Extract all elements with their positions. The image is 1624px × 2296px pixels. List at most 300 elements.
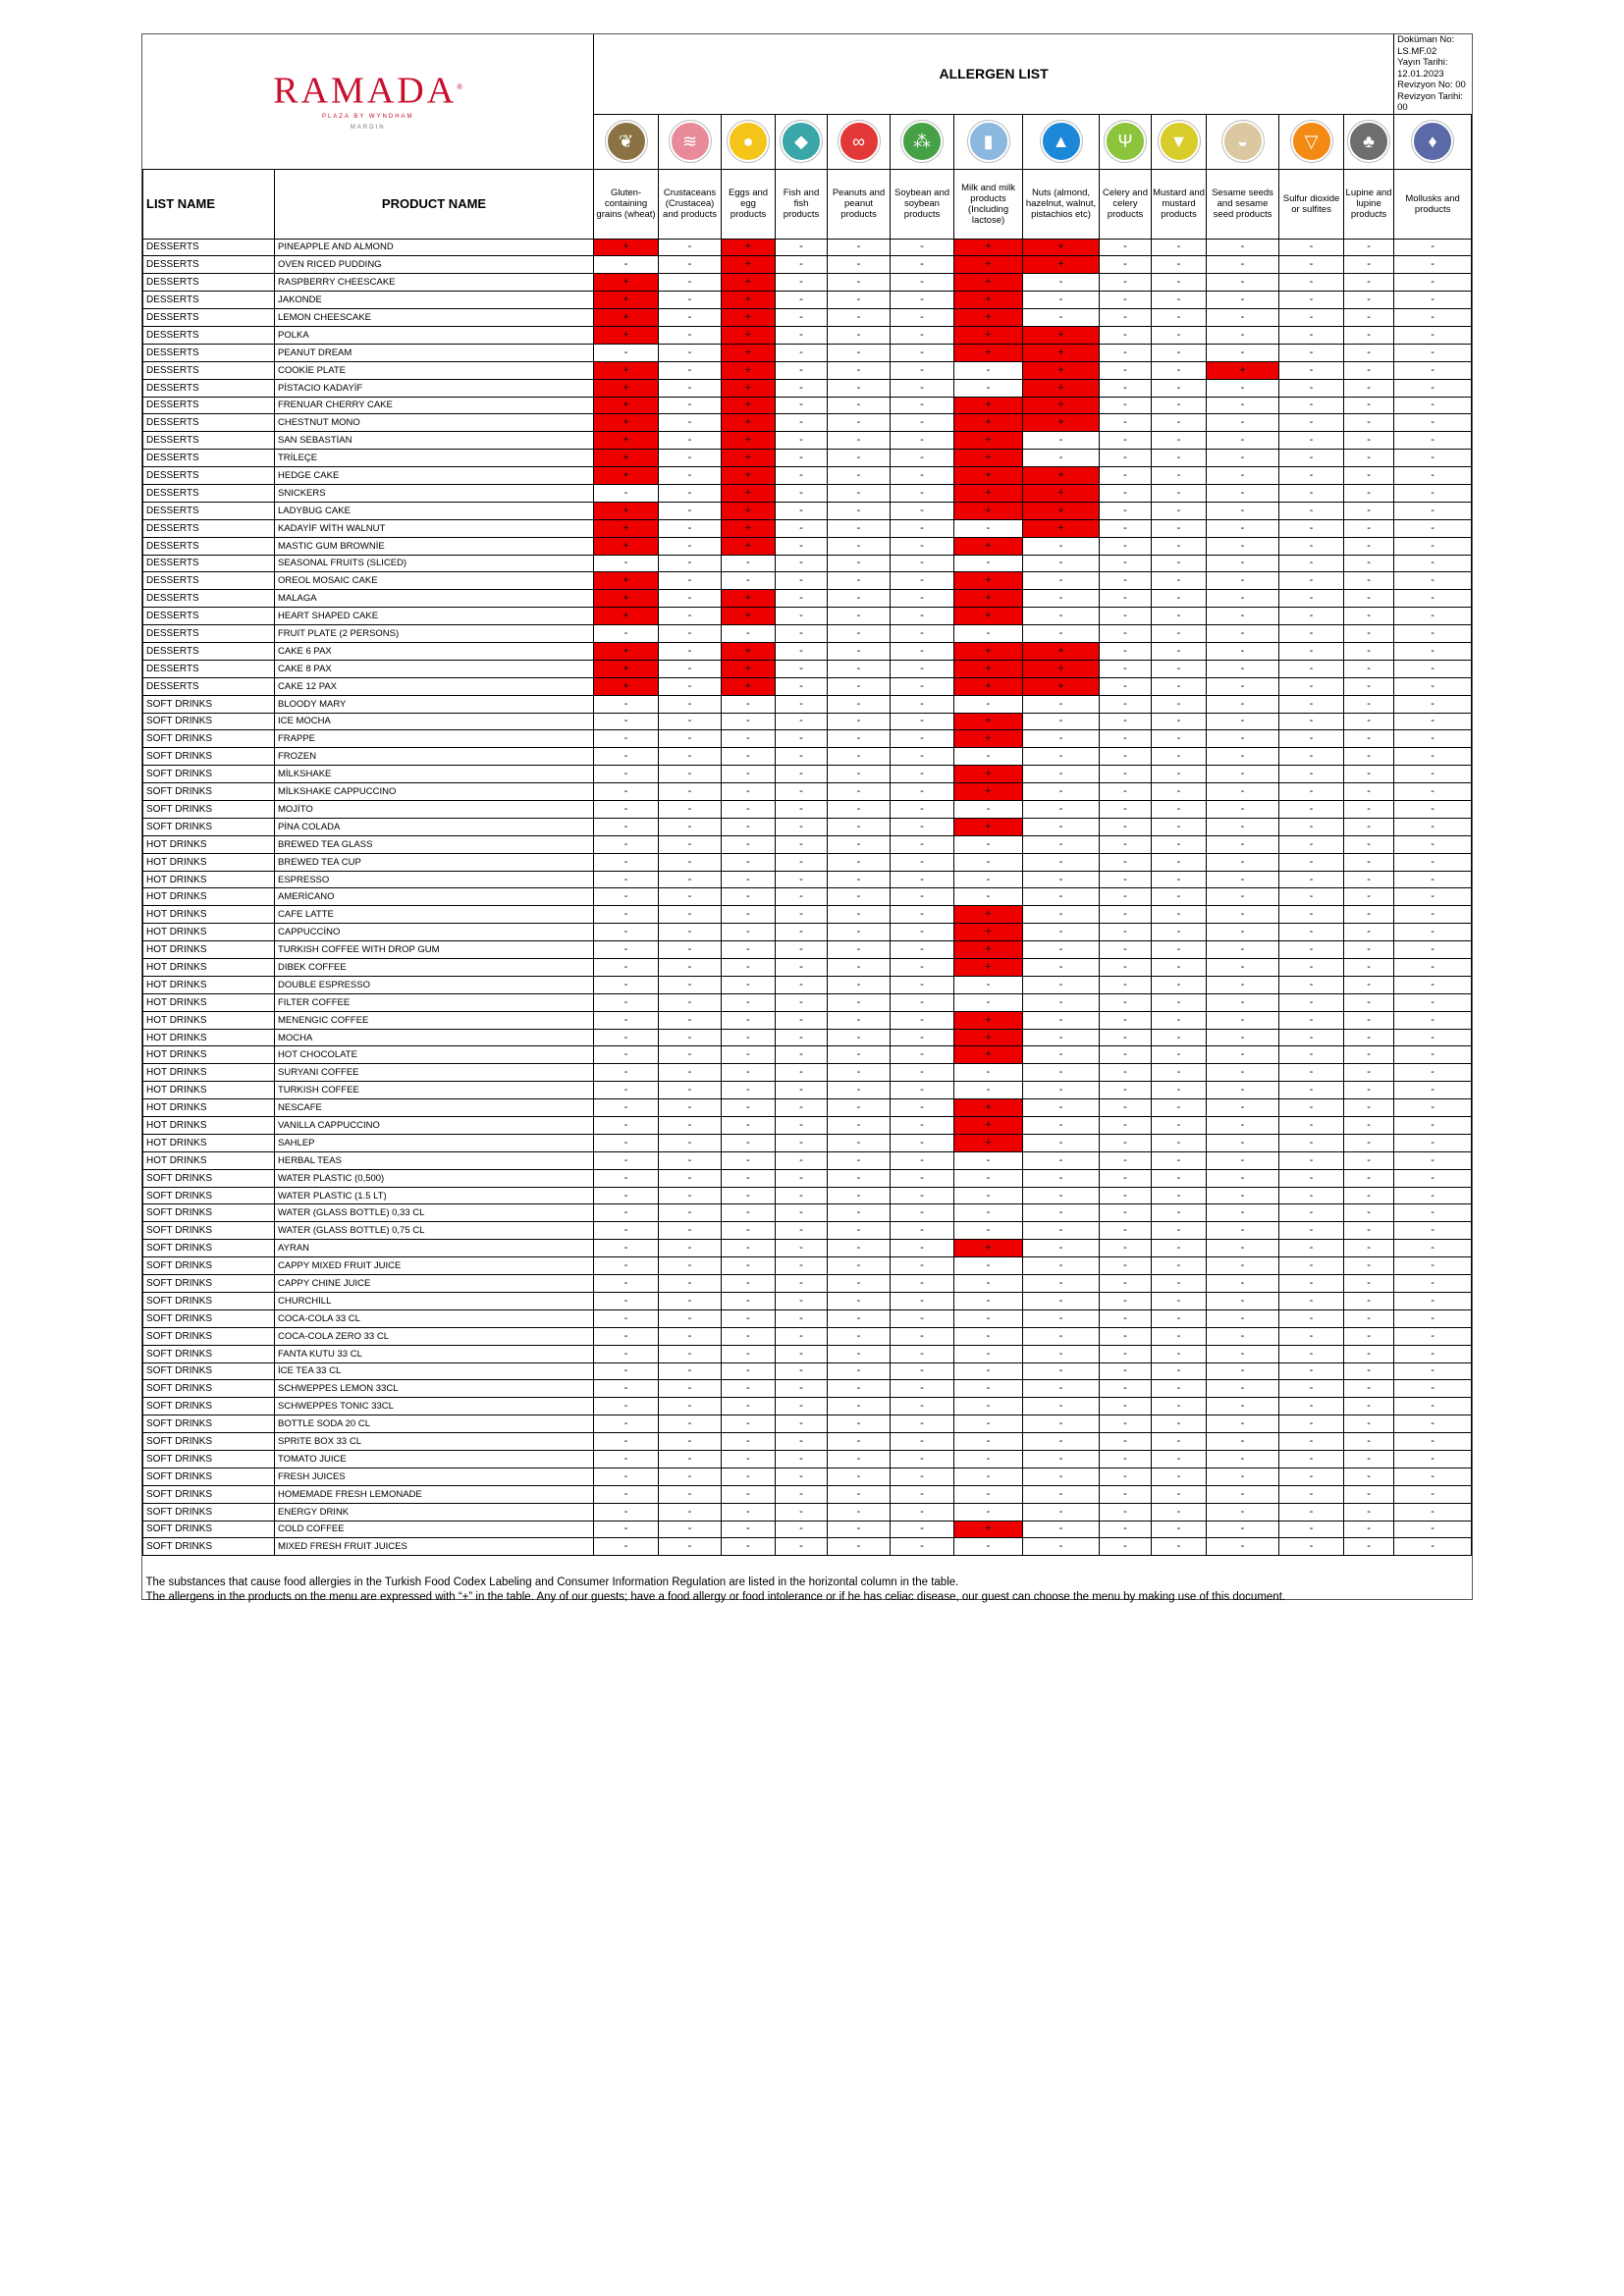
allergen-absent-cell: - bbox=[1207, 941, 1279, 959]
allergen-absent-cell: - bbox=[1152, 871, 1207, 888]
allergen-absent-cell: - bbox=[1152, 608, 1207, 625]
allergen-absent-cell: - bbox=[891, 1345, 954, 1362]
allergen-present-cell: + bbox=[954, 1521, 1023, 1538]
allergen-absent-cell: - bbox=[828, 274, 891, 292]
product-name-cell: FRUIT PLATE (2 PERSONS) bbox=[275, 625, 594, 643]
allergen-absent-cell: - bbox=[1207, 1503, 1279, 1521]
allergen-present-cell: + bbox=[954, 239, 1023, 256]
allergen-absent-cell: - bbox=[1279, 519, 1344, 537]
allergen-absent-cell: - bbox=[1100, 484, 1152, 502]
logo-location: MARDIN bbox=[350, 125, 386, 132]
allergen-absent-cell: - bbox=[1023, 818, 1100, 835]
allergen-absent-cell: - bbox=[1023, 713, 1100, 730]
allergen-absent-cell: - bbox=[1152, 1204, 1207, 1222]
allergen-present-cell: + bbox=[722, 590, 776, 608]
allergen-absent-cell: - bbox=[1207, 1309, 1279, 1327]
table-row bbox=[143, 871, 1472, 888]
allergen-absent-cell: - bbox=[659, 1345, 722, 1362]
table-row bbox=[143, 695, 1472, 713]
allergen-absent-cell: - bbox=[1344, 1029, 1394, 1046]
allergen-absent-cell: - bbox=[954, 835, 1023, 853]
allergen-present-cell: + bbox=[594, 467, 659, 485]
allergen-absent-cell: - bbox=[891, 608, 954, 625]
allergen-absent-cell: - bbox=[1100, 397, 1152, 414]
allergen-absent-cell: - bbox=[594, 941, 659, 959]
allergen-absent-cell: - bbox=[1023, 941, 1100, 959]
allergen-absent-cell: - bbox=[1023, 1064, 1100, 1082]
allergen-absent-cell: - bbox=[1207, 1538, 1279, 1556]
allergen-absent-cell: - bbox=[1152, 502, 1207, 519]
product-name-cell: FANTA KUTU 33 CL bbox=[275, 1345, 594, 1362]
table-row bbox=[143, 432, 1472, 450]
allergen-absent-cell: - bbox=[722, 959, 776, 977]
list-name-cell: SOFT DRINKS bbox=[143, 1380, 275, 1398]
allergen-absent-cell: - bbox=[1023, 1327, 1100, 1345]
allergen-absent-cell: - bbox=[1394, 1151, 1472, 1169]
allergen-absent-cell: - bbox=[1100, 941, 1152, 959]
allergen-absent-cell: - bbox=[659, 519, 722, 537]
allergen-present-cell: + bbox=[594, 677, 659, 695]
allergen-absent-cell: - bbox=[891, 660, 954, 677]
allergen-absent-cell: - bbox=[891, 1257, 954, 1275]
allergen-absent-cell: - bbox=[1394, 695, 1472, 713]
allergen-absent-cell: - bbox=[659, 730, 722, 748]
allergen-absent-cell: - bbox=[1394, 1222, 1472, 1240]
allergen-present-cell: + bbox=[722, 361, 776, 379]
allergen-absent-cell: - bbox=[1394, 555, 1472, 572]
allergen-present-cell: + bbox=[954, 1046, 1023, 1064]
allergen-absent-cell: - bbox=[1394, 818, 1472, 835]
allergen-absent-cell: - bbox=[776, 1468, 828, 1485]
allergen-absent-cell: - bbox=[891, 1204, 954, 1222]
allergen-absent-cell: - bbox=[954, 1204, 1023, 1222]
allergen-icon-cell bbox=[1152, 114, 1207, 169]
allergen-absent-cell: - bbox=[1100, 239, 1152, 256]
allergen-absent-cell: - bbox=[1394, 1362, 1472, 1380]
allergen-absent-cell: - bbox=[1152, 1151, 1207, 1169]
list-name-cell: SOFT DRINKS bbox=[143, 1398, 275, 1415]
allergen-absent-cell: - bbox=[594, 1029, 659, 1046]
allergen-absent-cell: - bbox=[828, 853, 891, 871]
list-name-cell: SOFT DRINKS bbox=[143, 1503, 275, 1521]
allergen-absent-cell: - bbox=[1100, 976, 1152, 993]
allergen-absent-cell: - bbox=[594, 1485, 659, 1503]
list-name-cell: DESSERTS bbox=[143, 450, 275, 467]
allergen-icon-cell bbox=[954, 114, 1023, 169]
allergen-absent-cell: - bbox=[1100, 1503, 1152, 1521]
allergen-absent-cell: - bbox=[828, 432, 891, 450]
allergen-absent-cell: - bbox=[776, 642, 828, 660]
allergen-absent-cell: - bbox=[1100, 1222, 1152, 1240]
allergen-absent-cell: - bbox=[1207, 1029, 1279, 1046]
allergen-absent-cell: - bbox=[891, 1398, 954, 1415]
allergen-absent-cell: - bbox=[891, 853, 954, 871]
allergen-absent-cell: - bbox=[954, 1169, 1023, 1187]
product-name-cell: COCA-COLA 33 CL bbox=[275, 1309, 594, 1327]
allergen-absent-cell: - bbox=[954, 1433, 1023, 1451]
allergen-absent-cell: - bbox=[1152, 484, 1207, 502]
allergen-absent-cell: - bbox=[594, 1503, 659, 1521]
allergen-absent-cell: - bbox=[1152, 818, 1207, 835]
product-name-cell: MİLKSHAKE CAPPUCCINO bbox=[275, 783, 594, 801]
allergen-present-cell: + bbox=[722, 344, 776, 361]
allergen-absent-cell: - bbox=[1279, 748, 1344, 766]
allergen-absent-cell: - bbox=[659, 1082, 722, 1099]
allergen-absent-cell: - bbox=[1344, 783, 1394, 801]
allergen-absent-cell: - bbox=[1100, 1257, 1152, 1275]
allergen-header: Mustard and mustard products bbox=[1152, 169, 1207, 239]
allergen-absent-cell: - bbox=[776, 555, 828, 572]
allergen-absent-cell: - bbox=[1394, 677, 1472, 695]
allergen-absent-cell: - bbox=[776, 344, 828, 361]
allergen-present-cell: + bbox=[1207, 361, 1279, 379]
allergen-absent-cell: - bbox=[1023, 309, 1100, 327]
allergen-absent-cell: - bbox=[1394, 537, 1472, 555]
allergen-present-cell: + bbox=[722, 450, 776, 467]
allergen-absent-cell: - bbox=[1152, 1046, 1207, 1064]
allergen-absent-cell: - bbox=[1023, 625, 1100, 643]
allergen-absent-cell: - bbox=[1152, 993, 1207, 1011]
allergen-absent-cell: - bbox=[1207, 801, 1279, 819]
allergen-absent-cell: - bbox=[659, 1327, 722, 1345]
product-name-cell: RASPBERRY CHEESCAKE bbox=[275, 274, 594, 292]
allergen-absent-cell: - bbox=[1344, 1064, 1394, 1082]
allergen-absent-cell: - bbox=[1152, 1415, 1207, 1433]
allergen-absent-cell: - bbox=[594, 1468, 659, 1485]
allergen-absent-cell: - bbox=[891, 274, 954, 292]
allergen-absent-cell: - bbox=[1207, 713, 1279, 730]
allergen-absent-cell: - bbox=[722, 1521, 776, 1538]
allergen-absent-cell: - bbox=[891, 1240, 954, 1257]
allergen-absent-cell: - bbox=[891, 1521, 954, 1538]
allergen-absent-cell: - bbox=[659, 1380, 722, 1398]
allergen-absent-cell: - bbox=[776, 1222, 828, 1240]
allergen-absent-cell: - bbox=[1279, 484, 1344, 502]
allergen-absent-cell: - bbox=[1023, 1503, 1100, 1521]
allergen-absent-cell: - bbox=[1152, 924, 1207, 941]
allergen-absent-cell: - bbox=[1344, 959, 1394, 977]
column-header-row bbox=[143, 169, 1472, 239]
allergen-absent-cell: - bbox=[891, 1538, 954, 1556]
allergen-absent-cell: - bbox=[1279, 959, 1344, 977]
allergen-absent-cell: - bbox=[891, 484, 954, 502]
allergen-absent-cell: - bbox=[594, 853, 659, 871]
allergen-absent-cell: - bbox=[1152, 1275, 1207, 1293]
list-name-cell: DESSERTS bbox=[143, 572, 275, 590]
allergen-absent-cell: - bbox=[1394, 1345, 1472, 1362]
allergen-absent-cell: - bbox=[659, 1011, 722, 1029]
allergen-header: Celery and celery products bbox=[1100, 169, 1152, 239]
allergen-absent-cell: - bbox=[594, 1151, 659, 1169]
allergen-absent-cell: - bbox=[659, 1503, 722, 1521]
allergen-absent-cell: - bbox=[1152, 1345, 1207, 1362]
allergen-absent-cell: - bbox=[1344, 590, 1394, 608]
footer-line-1: The substances that cause food allergies in the Turkish Food Codex Labeling and Consumer Information Regulation are listed in the horizontal column in the table. bbox=[145, 1576, 959, 1589]
product-name-cell: AMERİCANO bbox=[275, 888, 594, 906]
allergen-absent-cell: - bbox=[1279, 1292, 1344, 1309]
product-name-cell: CAPPY CHINE JUICE bbox=[275, 1275, 594, 1293]
allergen-absent-cell: - bbox=[1344, 677, 1394, 695]
allergen-absent-cell: - bbox=[659, 783, 722, 801]
list-name-cell: SOFT DRINKS bbox=[143, 1327, 275, 1345]
allergen-absent-cell: - bbox=[1394, 326, 1472, 344]
allergen-absent-cell: - bbox=[1023, 1398, 1100, 1415]
allergen-absent-cell: - bbox=[891, 1099, 954, 1117]
allergen-absent-cell: - bbox=[1100, 1240, 1152, 1257]
table-row bbox=[143, 941, 1472, 959]
egg-icon: ● bbox=[728, 121, 769, 162]
allergen-absent-cell: - bbox=[659, 871, 722, 888]
soybean-icon: ⁂ bbox=[901, 121, 943, 162]
allergen-absent-cell: - bbox=[1344, 1433, 1394, 1451]
table-row bbox=[143, 1362, 1472, 1380]
allergen-absent-cell: - bbox=[828, 1521, 891, 1538]
allergen-absent-cell: - bbox=[1344, 1485, 1394, 1503]
allergen-absent-cell: - bbox=[954, 993, 1023, 1011]
allergen-absent-cell: - bbox=[659, 748, 722, 766]
allergen-present-cell: + bbox=[722, 397, 776, 414]
allergen-absent-cell: - bbox=[1023, 906, 1100, 924]
allergen-absent-cell: - bbox=[1023, 1362, 1100, 1380]
allergen-absent-cell: - bbox=[891, 1503, 954, 1521]
allergen-absent-cell: - bbox=[891, 1082, 954, 1099]
allergen-absent-cell: - bbox=[1394, 906, 1472, 924]
allergen-absent-cell: - bbox=[1207, 1099, 1279, 1117]
allergen-header: Gluten-containing grains (wheat) bbox=[594, 169, 659, 239]
allergen-absent-cell: - bbox=[1394, 1082, 1472, 1099]
allergen-present-cell: + bbox=[954, 1011, 1023, 1029]
product-name-cell: HOMEMADE FRESH LEMONADE bbox=[275, 1485, 594, 1503]
table-row bbox=[143, 1099, 1472, 1117]
allergen-absent-cell: - bbox=[776, 660, 828, 677]
allergen-absent-cell: - bbox=[891, 519, 954, 537]
table-row bbox=[143, 853, 1472, 871]
allergen-absent-cell: - bbox=[594, 1327, 659, 1345]
allergen-absent-cell: - bbox=[1279, 292, 1344, 309]
allergen-absent-cell: - bbox=[1100, 1538, 1152, 1556]
allergen-absent-cell: - bbox=[1279, 256, 1344, 274]
allergen-present-cell: + bbox=[594, 239, 659, 256]
allergen-absent-cell: - bbox=[1279, 1117, 1344, 1135]
table-row bbox=[143, 1309, 1472, 1327]
allergen-absent-cell: - bbox=[1279, 1046, 1344, 1064]
allergen-absent-cell: - bbox=[659, 835, 722, 853]
allergen-absent-cell: - bbox=[1279, 450, 1344, 467]
allergen-absent-cell: - bbox=[722, 713, 776, 730]
table-row bbox=[143, 748, 1472, 766]
allergen-absent-cell: - bbox=[659, 274, 722, 292]
allergen-absent-cell: - bbox=[1279, 326, 1344, 344]
shrimp-icon: ≋ bbox=[670, 121, 711, 162]
allergen-absent-cell: - bbox=[1100, 467, 1152, 485]
list-name-cell: SOFT DRINKS bbox=[143, 801, 275, 819]
allergen-present-cell: + bbox=[722, 432, 776, 450]
allergen-absent-cell: - bbox=[1023, 608, 1100, 625]
allergen-absent-cell: - bbox=[594, 1309, 659, 1327]
allergen-absent-cell: - bbox=[776, 906, 828, 924]
allergen-absent-cell: - bbox=[828, 1538, 891, 1556]
allergen-absent-cell: - bbox=[659, 1134, 722, 1151]
allergen-absent-cell: - bbox=[1279, 1468, 1344, 1485]
allergen-absent-cell: - bbox=[1100, 766, 1152, 783]
allergen-absent-cell: - bbox=[1394, 590, 1472, 608]
allergen-absent-cell: - bbox=[1394, 414, 1472, 432]
table-row bbox=[143, 379, 1472, 397]
allergen-icon-cell bbox=[659, 114, 722, 169]
allergen-absent-cell: - bbox=[594, 1082, 659, 1099]
allergen-absent-cell: - bbox=[1100, 1362, 1152, 1380]
allergen-absent-cell: - bbox=[1394, 976, 1472, 993]
list-name-cell: SOFT DRINKS bbox=[143, 783, 275, 801]
allergen-absent-cell: - bbox=[1279, 924, 1344, 941]
allergen-absent-cell: - bbox=[1207, 502, 1279, 519]
table-row bbox=[143, 625, 1472, 643]
allergen-absent-cell: - bbox=[1100, 818, 1152, 835]
product-name-cell: PİNA COLADA bbox=[275, 818, 594, 835]
allergen-absent-cell: - bbox=[1344, 1222, 1394, 1240]
table-row bbox=[143, 660, 1472, 677]
list-name-cell: HOT DRINKS bbox=[143, 906, 275, 924]
allergen-absent-cell: - bbox=[1152, 1309, 1207, 1327]
allergen-absent-cell: - bbox=[1394, 1099, 1472, 1117]
allergen-present-cell: + bbox=[954, 713, 1023, 730]
allergen-absent-cell: - bbox=[891, 1134, 954, 1151]
allergen-present-cell: + bbox=[954, 608, 1023, 625]
allergen-absent-cell: - bbox=[1394, 1309, 1472, 1327]
allergen-absent-cell: - bbox=[1152, 677, 1207, 695]
allergen-absent-cell: - bbox=[594, 1380, 659, 1398]
allergen-absent-cell: - bbox=[828, 309, 891, 327]
list-name-cell: DESSERTS bbox=[143, 555, 275, 572]
allergen-absent-cell: - bbox=[891, 1485, 954, 1503]
allergen-absent-cell: - bbox=[594, 1011, 659, 1029]
allergen-absent-cell: - bbox=[1023, 1134, 1100, 1151]
allergen-absent-cell: - bbox=[1207, 730, 1279, 748]
list-name-cell: HOT DRINKS bbox=[143, 871, 275, 888]
allergen-absent-cell: - bbox=[1279, 1204, 1344, 1222]
list-name-cell: DESSERTS bbox=[143, 484, 275, 502]
allergen-absent-cell: - bbox=[722, 1309, 776, 1327]
list-name-cell: HOT DRINKS bbox=[143, 993, 275, 1011]
allergen-absent-cell: - bbox=[1023, 766, 1100, 783]
allergen-absent-cell: - bbox=[891, 1275, 954, 1293]
list-name-cell: DESSERTS bbox=[143, 292, 275, 309]
allergen-absent-cell: - bbox=[1100, 326, 1152, 344]
allergen-absent-cell: - bbox=[1279, 1169, 1344, 1187]
allergen-absent-cell: - bbox=[1394, 361, 1472, 379]
allergen-absent-cell: - bbox=[594, 924, 659, 941]
product-name-cell: ESPRESSO bbox=[275, 871, 594, 888]
allergen-absent-cell: - bbox=[1207, 537, 1279, 555]
allergen-present-cell: + bbox=[722, 519, 776, 537]
product-name-cell: MALAGA bbox=[275, 590, 594, 608]
allergen-absent-cell: - bbox=[1394, 1240, 1472, 1257]
allergen-absent-cell: - bbox=[1394, 783, 1472, 801]
allergen-absent-cell: - bbox=[1023, 1240, 1100, 1257]
allergen-absent-cell: - bbox=[1152, 941, 1207, 959]
allergen-present-cell: + bbox=[594, 450, 659, 467]
allergen-absent-cell: - bbox=[1207, 1345, 1279, 1362]
allergen-absent-cell: - bbox=[1023, 1151, 1100, 1169]
allergen-absent-cell: - bbox=[594, 1134, 659, 1151]
allergen-absent-cell: - bbox=[659, 555, 722, 572]
list-name-cell: SOFT DRINKS bbox=[143, 1309, 275, 1327]
allergen-absent-cell: - bbox=[1394, 379, 1472, 397]
allergen-absent-cell: - bbox=[722, 924, 776, 941]
allergen-absent-cell: - bbox=[1152, 1362, 1207, 1380]
allergen-absent-cell: - bbox=[1152, 414, 1207, 432]
allergen-absent-cell: - bbox=[1394, 432, 1472, 450]
allergen-absent-cell: - bbox=[776, 414, 828, 432]
allergen-absent-cell: - bbox=[722, 1204, 776, 1222]
allergen-header: Lupine and lupine products bbox=[1344, 169, 1394, 239]
list-name-header: LIST NAME bbox=[143, 169, 275, 239]
allergen-absent-cell: - bbox=[1023, 888, 1100, 906]
allergen-absent-cell: - bbox=[828, 1503, 891, 1521]
allergen-absent-cell: - bbox=[659, 677, 722, 695]
allergen-absent-cell: - bbox=[659, 801, 722, 819]
allergen-icon-cell bbox=[1023, 114, 1100, 169]
allergen-header: Mollusks and products bbox=[1394, 169, 1472, 239]
allergen-absent-cell: - bbox=[594, 976, 659, 993]
allergen-absent-cell: - bbox=[954, 555, 1023, 572]
allergen-absent-cell: - bbox=[891, 976, 954, 993]
allergen-absent-cell: - bbox=[659, 642, 722, 660]
allergen-absent-cell: - bbox=[1023, 1468, 1100, 1485]
allergen-absent-cell: - bbox=[828, 1151, 891, 1169]
allergen-absent-cell: - bbox=[659, 818, 722, 835]
allergen-absent-cell: - bbox=[776, 695, 828, 713]
allergen-absent-cell: - bbox=[828, 450, 891, 467]
allergen-absent-cell: - bbox=[659, 397, 722, 414]
allergen-absent-cell: - bbox=[1152, 1450, 1207, 1468]
allergen-absent-cell: - bbox=[1207, 871, 1279, 888]
allergen-absent-cell: - bbox=[659, 484, 722, 502]
allergen-absent-cell: - bbox=[891, 1450, 954, 1468]
allergen-absent-cell: - bbox=[1394, 1011, 1472, 1029]
allergen-absent-cell: - bbox=[1344, 572, 1394, 590]
allergen-absent-cell: - bbox=[1100, 1345, 1152, 1362]
allergen-present-cell: + bbox=[722, 642, 776, 660]
allergen-absent-cell: - bbox=[722, 1099, 776, 1117]
allergen-absent-cell: - bbox=[1100, 783, 1152, 801]
allergen-absent-cell: - bbox=[1152, 835, 1207, 853]
allergen-absent-cell: - bbox=[1023, 1450, 1100, 1468]
allergen-absent-cell: - bbox=[1023, 1082, 1100, 1099]
allergen-absent-cell: - bbox=[828, 888, 891, 906]
allergen-absent-cell: - bbox=[1023, 590, 1100, 608]
allergen-absent-cell: - bbox=[1100, 1485, 1152, 1503]
allergen-absent-cell: - bbox=[828, 608, 891, 625]
table-row bbox=[143, 783, 1472, 801]
allergen-absent-cell: - bbox=[1152, 1521, 1207, 1538]
allergen-absent-cell: - bbox=[1207, 959, 1279, 977]
product-name-cell: ICE MOCHA bbox=[275, 713, 594, 730]
allergen-absent-cell: - bbox=[1344, 941, 1394, 959]
allergen-absent-cell: - bbox=[1207, 888, 1279, 906]
allergen-absent-cell: - bbox=[891, 783, 954, 801]
allergen-absent-cell: - bbox=[1394, 835, 1472, 853]
allergen-absent-cell: - bbox=[1152, 853, 1207, 871]
allergen-absent-cell: - bbox=[594, 835, 659, 853]
allergen-absent-cell: - bbox=[1207, 1082, 1279, 1099]
list-name-cell: HOT DRINKS bbox=[143, 959, 275, 977]
list-name-cell: HOT DRINKS bbox=[143, 1029, 275, 1046]
allergen-present-cell: + bbox=[954, 274, 1023, 292]
allergen-absent-cell: - bbox=[594, 818, 659, 835]
allergen-present-cell: + bbox=[594, 519, 659, 537]
product-name-cell: NESCAFE bbox=[275, 1099, 594, 1117]
